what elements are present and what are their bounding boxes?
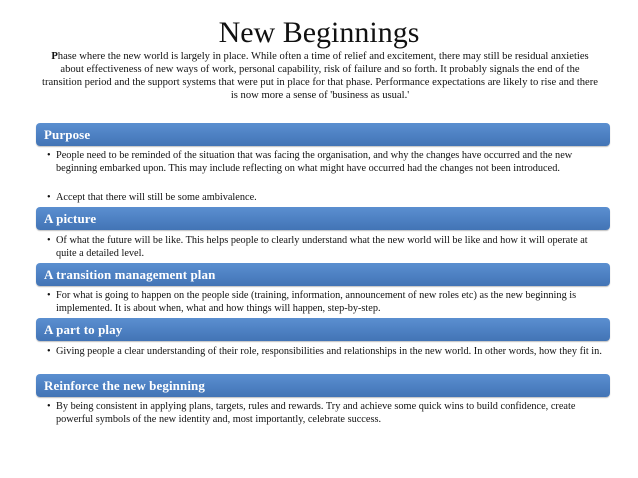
section-heading: A transition management plan <box>44 267 216 282</box>
bullet-item <box>47 346 604 359</box>
page-title: New Beginnings <box>218 16 420 49</box>
bullet-item <box>47 290 604 316</box>
bullet-text: For what is going to happen on the people side (training, information, announcement of new roles etc) as the new beginning is implemented. It is about when, what and how things will happen, step-by-step. <box>56 290 577 314</box>
intro-paragraph <box>40 50 600 102</box>
intro-text: hase where the new world is largely in place. While often a time of relief and excitement, there may still be residual anxieties about effectiveness of new ways of work, personal capability, risk of failure and so forth. It probably signals the end of the transition period and the support systems that were put in place for that phase. Performance expectations are likely to rise and there is now more a sense of 'business as usual.' <box>42 51 598 101</box>
bullet-text: Giving people a clear understanding of their role, responsibilities and relationships in the new world. In other words, how they fit in. <box>56 346 602 357</box>
section-heading: Purpose <box>44 127 91 142</box>
bullet-text: By being consistent in applying plans, targets, rules and rewards. Try and achieve some quick wins to build confidence, create powerful symbols of the new identity and, most importantly, celebrate success. <box>56 401 576 425</box>
bullet-item <box>47 401 604 427</box>
bullet-text: Of what the future will be like. This helps people to clearly understand what the new world will be like and how it will operate at quite a detailed level. <box>56 235 588 259</box>
bullet-item <box>47 192 604 205</box>
bullet-item <box>47 235 604 261</box>
bullet-icon: • <box>47 346 51 357</box>
bullet-icon: • <box>47 192 51 203</box>
bullet-text: People need to be reminded of the situation that was facing the organisation, and why the changes have occurred and the new beginning embarked upon. This may include reflecting on what might have occurred had the changes not been introduced. <box>56 150 573 174</box>
intro-lead-letter: P <box>51 51 58 62</box>
bullet-icon: • <box>47 235 51 246</box>
bullet-icon: • <box>47 290 51 301</box>
section-header-a-part-to-play <box>36 318 610 341</box>
section-header-purpose <box>36 123 610 146</box>
section-heading: Reinforce the new beginning <box>44 378 205 393</box>
bullet-icon: • <box>47 150 51 161</box>
bullet-icon: • <box>47 401 51 412</box>
bullet-text: Accept that there will still be some ambivalence. <box>56 192 257 203</box>
section-header-a-picture <box>36 207 610 230</box>
section-header-reinforce <box>36 374 610 397</box>
section-header-transition-plan <box>36 263 610 286</box>
bullet-item <box>47 150 604 176</box>
section-heading: A part to play <box>44 322 123 337</box>
section-heading: A picture <box>44 211 97 226</box>
